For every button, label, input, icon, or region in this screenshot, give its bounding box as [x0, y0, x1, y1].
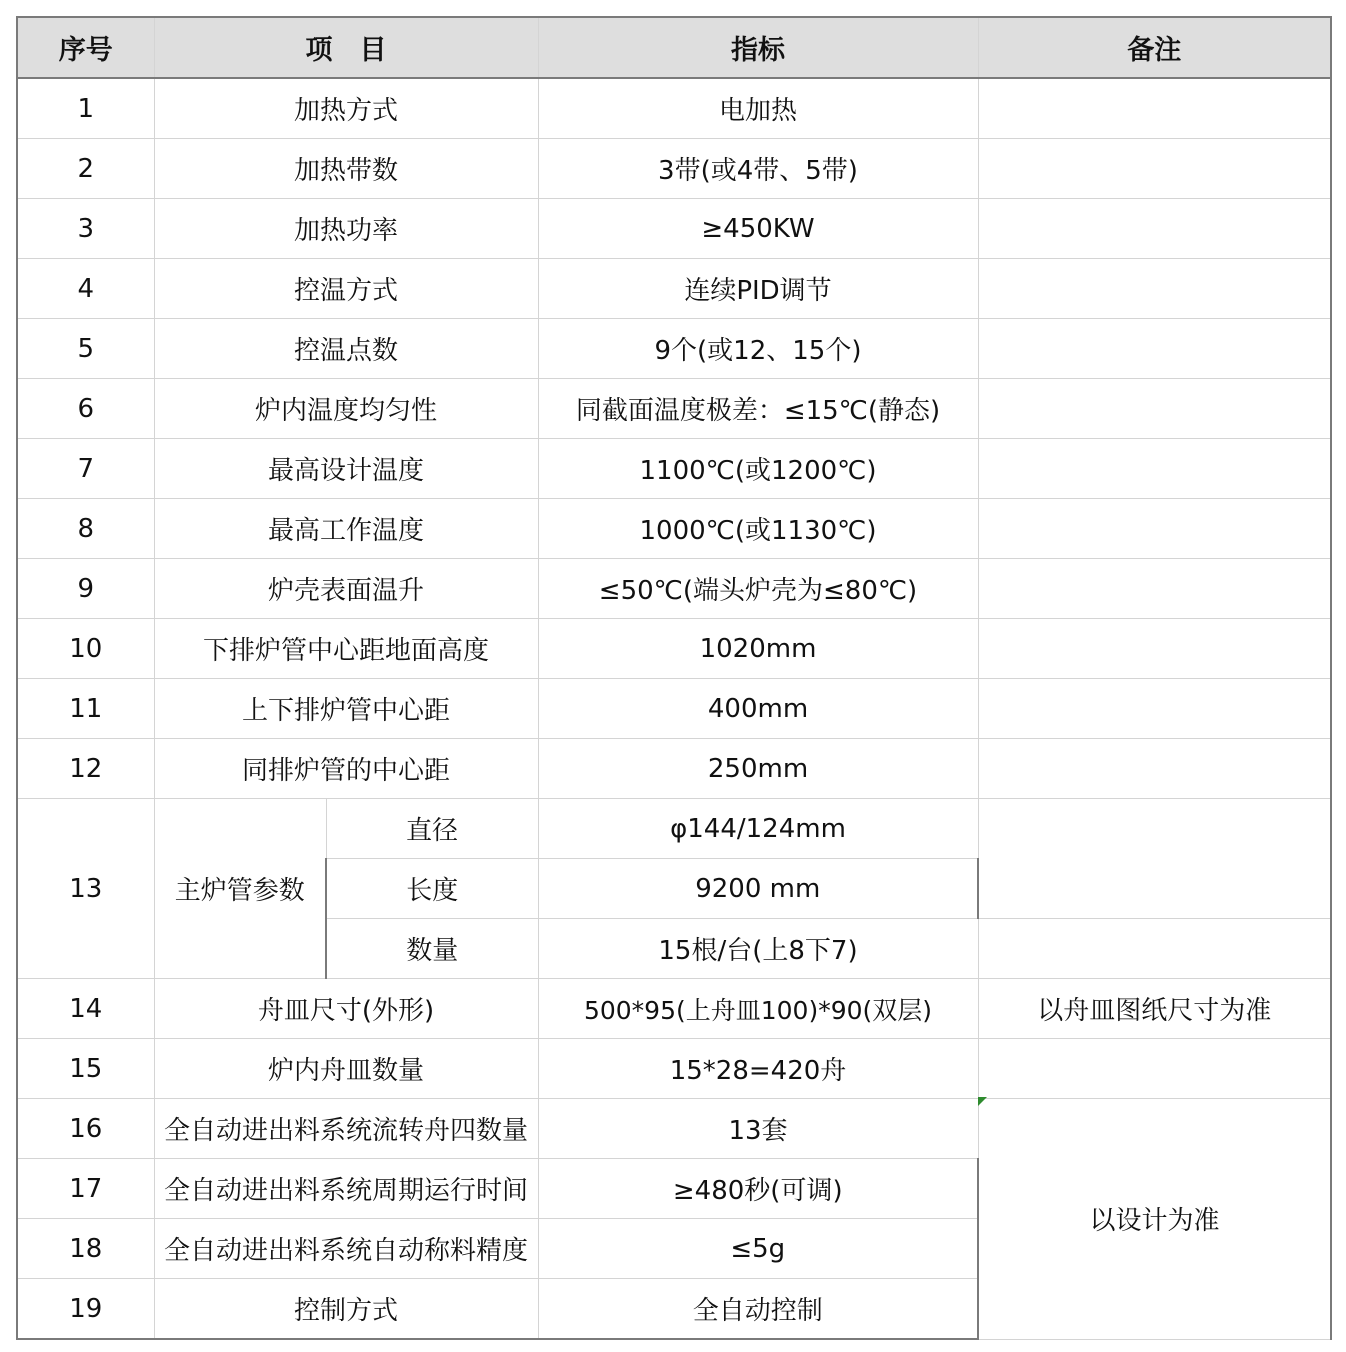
row-spec: 15*28=420舟	[538, 1039, 978, 1099]
row-spec: 同截面温度极差：≤15℃(静态)	[538, 379, 978, 439]
row-note-empty	[978, 439, 1331, 499]
row-note-empty	[978, 799, 1331, 919]
row-note-empty	[978, 1039, 1331, 1099]
row-spec: 13套	[538, 1099, 978, 1159]
row-spec: ≤50℃(端头炉壳为≤80℃)	[538, 559, 978, 619]
row-item: 加热方式	[154, 78, 538, 139]
row-no: 19	[17, 1279, 154, 1340]
row-spec: 电加热	[538, 78, 978, 139]
row-note: 以舟皿图纸尺寸为准	[978, 979, 1331, 1039]
row-note-empty	[978, 559, 1331, 619]
table-row	[17, 559, 1331, 619]
row-item-group: 主炉管参数	[154, 799, 326, 979]
table-row	[17, 78, 1331, 139]
row-item: 下排炉管中心距地面高度	[154, 619, 538, 679]
table-row	[17, 1039, 1331, 1099]
table-row	[17, 379, 1331, 439]
row-spec: 3带(或4带、5带)	[538, 139, 978, 199]
row-item: 炉内舟皿数量	[154, 1039, 538, 1099]
row-note-empty	[978, 139, 1331, 199]
row-note-empty	[978, 619, 1331, 679]
row-no: 6	[17, 379, 154, 439]
row-item: 炉壳表面温升	[154, 559, 538, 619]
row-no: 14	[17, 979, 154, 1039]
table-row	[17, 679, 1331, 739]
row-no: 1	[17, 78, 154, 139]
table-row	[17, 259, 1331, 319]
row-spec: 9200 mm	[538, 859, 978, 919]
row-item: 上下排炉管中心距	[154, 679, 538, 739]
row-no: 15	[17, 1039, 154, 1099]
row-spec: 250mm	[538, 739, 978, 799]
row-no: 11	[17, 679, 154, 739]
row-spec: 400mm	[538, 679, 978, 739]
header-spec: 指标	[538, 17, 978, 78]
table-row	[17, 499, 1331, 559]
row-no: 13	[17, 799, 154, 979]
row-spec: 15根/台(上8下7)	[538, 919, 978, 979]
row-note-empty	[978, 78, 1331, 139]
table-row	[17, 439, 1331, 499]
row-item: 控温方式	[154, 259, 538, 319]
row-note-empty	[978, 919, 1331, 979]
row-subitem: 直径	[326, 799, 538, 859]
row-note-empty	[978, 499, 1331, 559]
header-no: 序号	[17, 17, 154, 78]
table-row	[17, 139, 1331, 199]
row-spec: 全自动控制	[538, 1279, 978, 1340]
row-no: 18	[17, 1219, 154, 1279]
table-row	[17, 1099, 1331, 1159]
row-subitem: 长度	[326, 859, 538, 919]
row-no: 7	[17, 439, 154, 499]
row-item: 最高设计温度	[154, 439, 538, 499]
row-no: 2	[17, 139, 154, 199]
row-no: 3	[17, 199, 154, 259]
comment-marker-icon	[978, 1097, 987, 1106]
row-item: 加热带数	[154, 139, 538, 199]
row-item: 最高工作温度	[154, 499, 538, 559]
row-item: 加热功率	[154, 199, 538, 259]
table-row	[17, 199, 1331, 259]
row-note-merged: 以设计为准	[978, 1099, 1331, 1340]
row-spec: 1000℃(或1130℃)	[538, 499, 978, 559]
row-item: 全自动进出料系统周期运行时间	[154, 1159, 538, 1219]
row-item: 同排炉管的中心距	[154, 739, 538, 799]
row-spec: 1100℃(或1200℃)	[538, 439, 978, 499]
row-no: 9	[17, 559, 154, 619]
header-item: 项 目	[154, 17, 538, 78]
row-item: 全自动进出料系统自动称料精度	[154, 1219, 538, 1279]
row-spec: ≥480秒(可调)	[538, 1159, 978, 1219]
row-no: 5	[17, 319, 154, 379]
row-item: 舟皿尺寸(外形)	[154, 979, 538, 1039]
row-no: 17	[17, 1159, 154, 1219]
table-row	[17, 319, 1331, 379]
row-note-empty	[978, 319, 1331, 379]
row-item: 全自动进出料系统流转舟四数量	[154, 1099, 538, 1159]
table-row	[17, 619, 1331, 679]
row-item: 炉内温度均匀性	[154, 379, 538, 439]
spec-table	[16, 16, 1332, 1340]
table-row	[17, 739, 1331, 799]
row-note-empty	[978, 259, 1331, 319]
row-spec: ≤5g	[538, 1219, 978, 1279]
row-no: 16	[17, 1099, 154, 1159]
row-no: 12	[17, 739, 154, 799]
row-spec: 连续PID调节	[538, 259, 978, 319]
row-item: 控温点数	[154, 319, 538, 379]
table-row	[17, 979, 1331, 1039]
row-note-empty	[978, 199, 1331, 259]
row-spec: 500*95(上舟皿100)*90(双层)	[538, 979, 978, 1039]
row-note-empty	[978, 379, 1331, 439]
row-spec: 1020mm	[538, 619, 978, 679]
row-subitem: 数量	[326, 919, 538, 979]
header-note: 备注	[978, 17, 1331, 78]
row-note-empty	[978, 679, 1331, 739]
row-no: 10	[17, 619, 154, 679]
row-no: 4	[17, 259, 154, 319]
row-spec: φ144/124mm	[538, 799, 978, 859]
row-spec: ≥450KW	[538, 199, 978, 259]
row-spec: 9个(或12、15个)	[538, 319, 978, 379]
header-row	[17, 17, 1331, 78]
row-item: 控制方式	[154, 1279, 538, 1340]
row-no: 8	[17, 499, 154, 559]
row-note-empty	[978, 739, 1331, 799]
table-row	[17, 799, 1331, 859]
